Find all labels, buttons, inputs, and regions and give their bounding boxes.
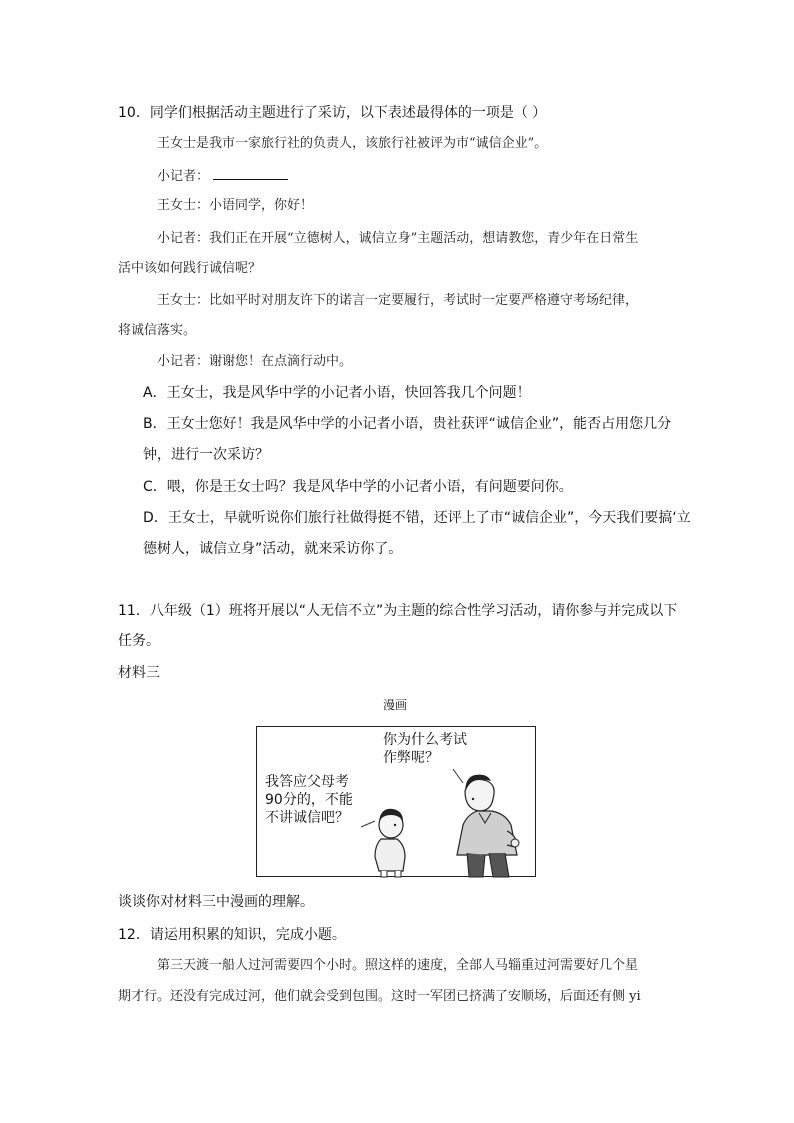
q10-option-b[interactable]: B．王女士您好！我是风华中学的小记者小语，贵社获评“诚信企业”，能否占用您几分 <box>143 416 672 432</box>
q10-option-d[interactable]: D．王女士，早就听说你们旅行社做得挺不错，还评上了市“诚信企业”，今天我们要搞‘立 <box>143 510 691 526</box>
comic-illustration <box>256 726 536 877</box>
answer-blank[interactable] <box>213 165 288 180</box>
q10-dialogue-line: 王女士：比如平时对朋友许下的诺言一定要履行，考试时一定要严格遵守考场纪律， <box>157 293 639 308</box>
q10-reporter-prompt: 小记者： <box>157 169 210 184</box>
q10-option-b-cont: 钟，进行一次采访？ <box>143 447 269 463</box>
q10-dialogue-line <box>157 165 288 187</box>
q10-option-c[interactable]: C．喂，你是王女士吗？我是风华中学的小记者小语，有问题要问你。 <box>143 479 573 495</box>
teacher-speech-pointer <box>453 769 463 783</box>
material-heading: 材料三 <box>118 665 160 681</box>
q10-option-d-cont: 德树人，诚信立身”活动，就来采访你了。 <box>143 541 403 557</box>
comic-drawing <box>257 727 537 878</box>
q11-stem: 11．八年级（1）班将开展以“人无信不立”为主题的综合性学习活动，请你参与并完成以下 <box>118 603 678 619</box>
teacher-figure <box>457 775 519 877</box>
q10-dialogue-line: 将诚信落实。 <box>118 323 197 338</box>
comic-title: 漫画 <box>383 698 408 712</box>
child-figure <box>375 809 405 877</box>
child-speech: 我答应父母考 90分的，不能 不讲诚信吧？ <box>265 774 353 826</box>
teacher-speech: 你为什么考试 作弊呢？ <box>383 732 467 766</box>
q11-stem-cont: 任务。 <box>118 633 160 649</box>
q12-passage-line: 期才行。还没有完成过河，他们就会受到包围。这时一军团已挤满了安顺场，后面还有侧 yi <box>118 989 641 1004</box>
q10-dialogue-line: 小记者：谢谢您！在点滴行动中。 <box>157 354 353 369</box>
q10-dialogue-line: 王女士是我市一家旅行社的负责人，该旅行社被评为市“诚信企业”。 <box>157 136 548 151</box>
q10-dialogue-line: 活中该如何践行诚信呢？ <box>118 261 262 276</box>
q10-dialogue-line: 小记者：我们正在开展“立德树人，诚信立身”主题活动，想请教您，青少年在日常生 <box>157 231 639 246</box>
q12-passage-line: 第三天渡一船人过河需要四个小时。照这样的速度，全部人马辎重过河需要好几个星 <box>157 958 639 973</box>
child-speech-pointer <box>361 821 375 827</box>
q12-stem: 12．请运用积累的知识，完成小题。 <box>118 927 346 943</box>
q10-stem: 10．同学们根据活动主题进行了采访，以下表述最得体的一项是（ ） <box>118 105 547 121</box>
q10-option-a[interactable]: A．王女士，我是风华中学的小记者小语，快回答我几个问题！ <box>143 385 531 401</box>
q10-dialogue-line: 王女士：小语同学，你好！ <box>157 198 314 213</box>
q11-question: 谈谈你对材料三中漫画的理解。 <box>118 894 314 910</box>
